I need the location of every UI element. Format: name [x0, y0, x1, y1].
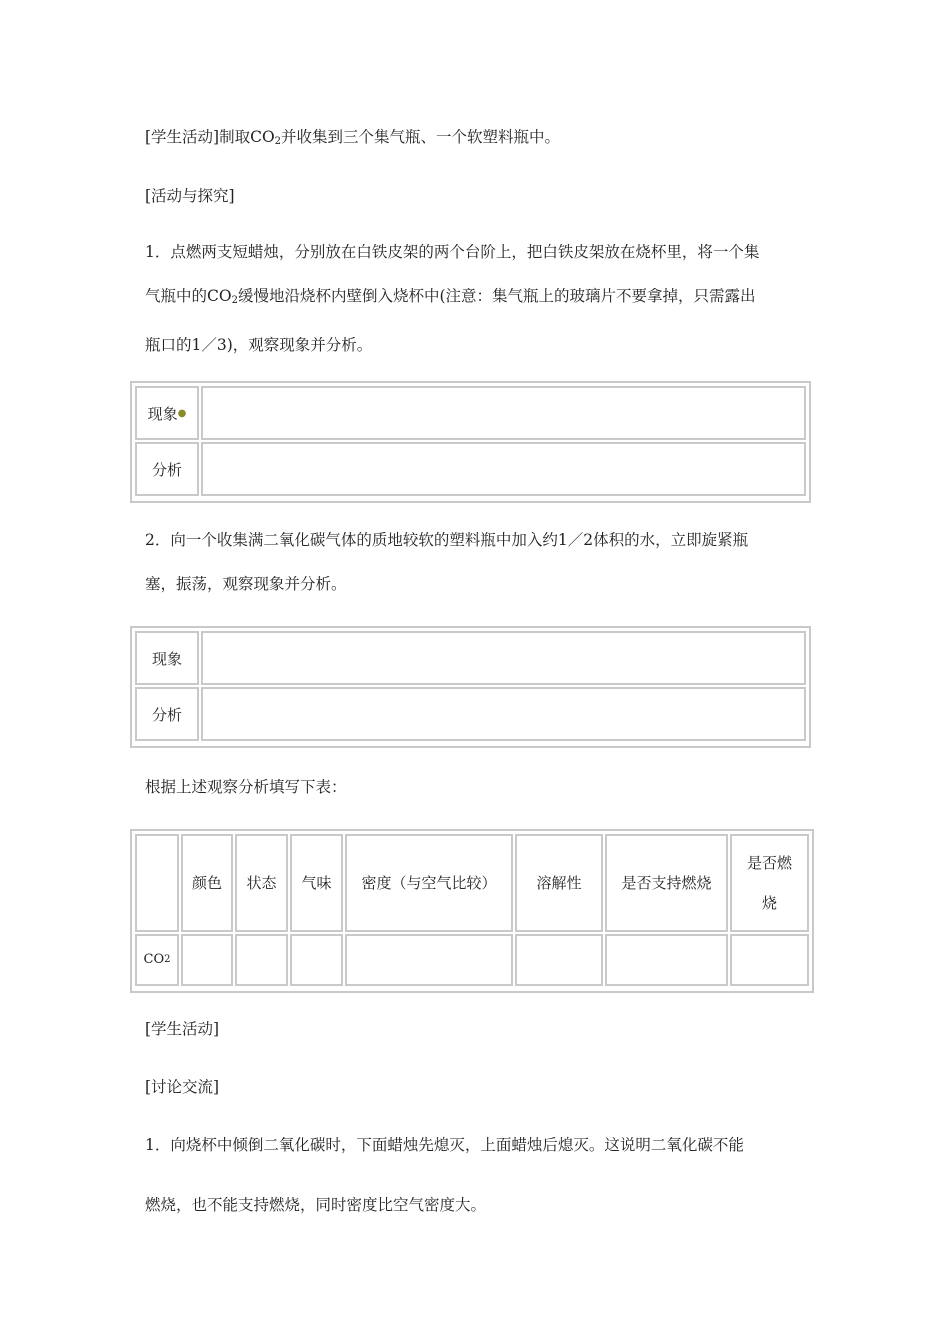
- discussion1-line1: 1．向烧杯中倾倒二氧化碳时，下面蜡烛先熄灭，上面蜡烛后熄灭。这说明二氧化碳不能: [145, 1136, 744, 1154]
- item1-line1: 1．点燃两支短蜡烛，分别放在白铁皮架的两个台阶上，把白铁皮架放在烧杯里，将一个集: [145, 243, 760, 261]
- item2-paragraph: [145, 518, 815, 606]
- header-combustible-line1: 是否燃: [746, 854, 792, 872]
- item2-line2: 塞，振荡，观察现象并分析。: [145, 575, 347, 593]
- section-activity-heading: [活动与探究]: [145, 187, 235, 205]
- properties-table: [130, 829, 814, 993]
- table1-analysis-value[interactable]: [201, 442, 806, 496]
- properties-header-row: [134, 833, 810, 933]
- co2-density-cell[interactable]: [345, 934, 513, 986]
- item1-line2-suffix: 缓慢地沿烧杯内壁倒入烧杯中(注意：集气瓶上的玻璃片不要拿掉，只需露出: [237, 287, 756, 305]
- item1-line2: [145, 274, 815, 323]
- table2-row-phenomenon: [134, 630, 807, 686]
- table2-phenomenon-label: 现象: [135, 631, 199, 685]
- item1-line2-subscript: 2: [231, 295, 238, 306]
- intro-line: [145, 127, 560, 152]
- header-odor: 气味: [290, 834, 343, 932]
- discussion1-line2: 燃烧，也不能支持燃烧，同时密度比空气密度大。: [145, 1196, 487, 1214]
- header-corner-cell: [135, 834, 179, 932]
- header-color: 颜色: [181, 834, 233, 932]
- table1-row-phenomenon: [134, 385, 807, 441]
- section-student-heading: [学生活动]: [145, 1020, 220, 1038]
- intro-suffix: 并收集到三个集气瓶、一个软塑料瓶中。: [281, 128, 561, 146]
- table1-phenomenon-label: 现象 ●: [135, 386, 199, 440]
- item2-line1: 2．向一个收集满二氧化碳气体的质地较软的塑料瓶中加入约1／2体积的水，立即旋紧瓶: [145, 531, 749, 549]
- header-state: 状态: [235, 834, 288, 932]
- table2-row-analysis: [134, 686, 807, 742]
- co2-supports-combustion-cell[interactable]: [605, 934, 728, 986]
- table2-phenomenon-value[interactable]: [201, 631, 806, 685]
- item1-line3: 瓶口的1／3)，观察现象并分析。: [145, 336, 373, 354]
- header-solubility: 溶解性: [515, 834, 603, 932]
- header-combustible: [730, 834, 809, 932]
- table1-analysis-label: 分析: [135, 442, 199, 496]
- table2: [130, 626, 811, 748]
- co2-solubility-cell[interactable]: [515, 934, 603, 986]
- table1-row-analysis: [134, 441, 807, 497]
- table1-phenomenon-value[interactable]: [201, 386, 806, 440]
- intro-prefix: [学生活动]制取CO: [145, 128, 275, 146]
- co2-combustible-cell[interactable]: [730, 934, 809, 986]
- properties-co2-row: [134, 933, 810, 987]
- fill-instruction: 根据上述观察分析填写下表：: [145, 778, 347, 796]
- row-label-co2: CO 2: [135, 934, 179, 986]
- header-supports-combustion: 是否支持燃烧: [605, 834, 728, 932]
- table1: [130, 381, 811, 503]
- item1-paragraph: [145, 230, 815, 367]
- item1-line2-prefix: 气瓶中的CO: [145, 287, 232, 305]
- co2-state-cell[interactable]: [235, 934, 288, 986]
- section-discussion-heading: [讨论交流]: [145, 1078, 220, 1096]
- intro-subscript: 2: [274, 136, 282, 147]
- table2-analysis-value[interactable]: [201, 687, 806, 741]
- co2-color-cell[interactable]: [181, 934, 233, 986]
- header-combustible-line2: 烧: [761, 894, 777, 912]
- table2-analysis-label: 分析: [135, 687, 199, 741]
- co2-odor-cell[interactable]: [290, 934, 343, 986]
- header-density: 密度（与空气比较）: [345, 834, 513, 932]
